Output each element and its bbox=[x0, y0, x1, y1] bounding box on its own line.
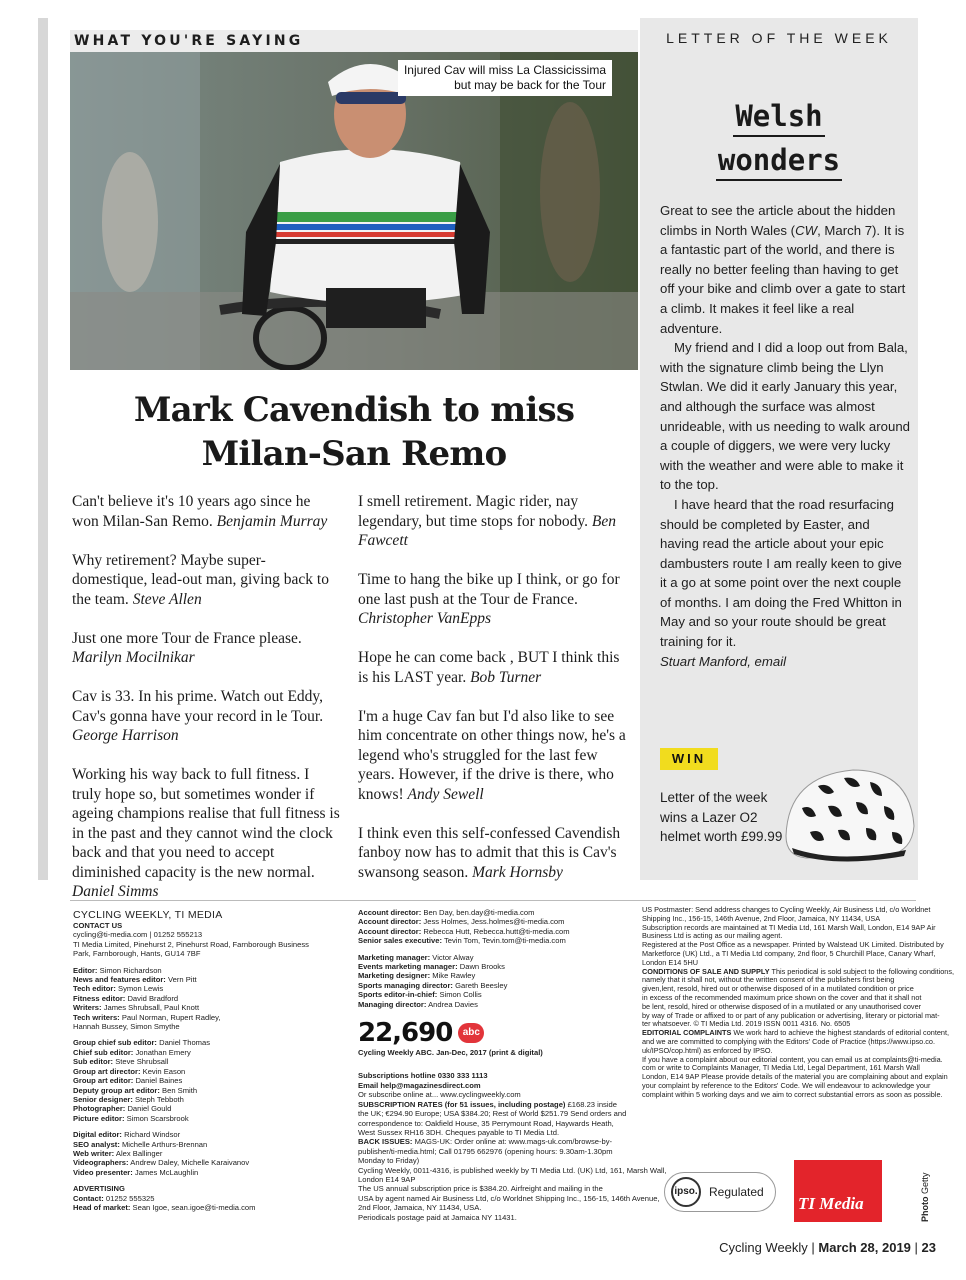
abc-caption-text: Cycling Weekly ABC. Jan-Dec, 2017 (print & digital) bbox=[358, 1048, 543, 1058]
imprint-line bbox=[358, 917, 628, 926]
letter-title-line: Welsh bbox=[733, 98, 824, 137]
ipso-logo: ipso. bbox=[671, 1177, 701, 1207]
spacer bbox=[358, 1057, 628, 1064]
imprint-label: Events marketing manager: bbox=[358, 962, 458, 972]
imprint-text: MAGS-UK: Order online at: www.mags-uk.com/browse-by- bbox=[414, 1137, 613, 1147]
imprint-label: Editor: bbox=[73, 965, 98, 975]
imprint-label: Chief sub editor: bbox=[73, 1047, 134, 1057]
imprint-line bbox=[73, 994, 343, 1003]
prize-text: Letter of the week wins a Lazer O2 helmet worth £99.99 bbox=[660, 790, 783, 845]
imprint-line bbox=[73, 1022, 343, 1031]
comment-author: Andy Sewell bbox=[407, 785, 484, 803]
imprint-text: and we are committed to complying with the Editors' Code of Practice (https://www.ipso.co. bbox=[642, 1036, 935, 1046]
imprint-line bbox=[358, 1000, 628, 1009]
imprint-text: namely that it shall not, without the written consent of the publishers first being bbox=[642, 975, 895, 985]
imprint-line bbox=[358, 1090, 628, 1099]
imprint-text: David Bradford bbox=[127, 993, 179, 1003]
reader-comment bbox=[358, 570, 626, 629]
imprint-text: Simon Richardson bbox=[99, 965, 162, 975]
ti-media-logo-text: TI Media bbox=[798, 1194, 864, 1213]
imprint-line bbox=[73, 1048, 343, 1057]
imprint-text: London, E14 9AP Please provide details of the material you are complaining about and explain bbox=[642, 1072, 948, 1082]
imprint-line bbox=[358, 1193, 660, 1203]
imprint-label: Digital editor: bbox=[73, 1130, 122, 1140]
reader-comment bbox=[72, 765, 340, 902]
comment-author: Bob Turner bbox=[470, 668, 542, 686]
abc-circulation bbox=[358, 1018, 628, 1048]
imprint-line bbox=[358, 1175, 628, 1184]
reader-comment bbox=[72, 551, 340, 610]
imprint-line bbox=[358, 1071, 628, 1080]
imprint-text: This periodical is sold subject to the following conditions, bbox=[771, 966, 955, 976]
imprint-line bbox=[358, 962, 628, 971]
reader-comment bbox=[72, 492, 340, 531]
letter-title-line: wonders bbox=[716, 142, 842, 181]
section-label: WHAT YOU'RE SAYING bbox=[74, 33, 304, 49]
letter-of-the-week-panel bbox=[640, 18, 918, 880]
imprint-label: ADVERTISING bbox=[73, 1184, 125, 1194]
imprint-line bbox=[73, 1038, 343, 1047]
imprint-text: cycling@ti-media.com | 01252 555213 bbox=[73, 930, 203, 940]
imprint-line bbox=[358, 1128, 628, 1137]
imprint-line bbox=[73, 1149, 343, 1158]
letter-title bbox=[640, 94, 918, 182]
imprint-text: ter whatsoever. © TI Media Ltd. 2019 ISSN 0011 4316. No. 6505 bbox=[642, 1019, 851, 1029]
article-headline bbox=[70, 388, 638, 476]
imprint-label: Contact: bbox=[73, 1193, 104, 1203]
imprint-line bbox=[73, 1086, 343, 1095]
imprint-text: Symon Lewis bbox=[118, 984, 164, 994]
imprint-line bbox=[73, 921, 343, 930]
imprint-line bbox=[73, 1067, 343, 1076]
imprint-text: West Sussex RH16 3DH. Cheques payable to TI Media Ltd. bbox=[358, 1127, 560, 1137]
imprint-line bbox=[73, 909, 343, 921]
imprint-text: Business Ltd is acting as our mailing agent. bbox=[642, 931, 783, 941]
imprint-label: CONTACT US bbox=[73, 921, 123, 930]
reader-comment bbox=[358, 648, 626, 687]
imprint-line bbox=[358, 990, 628, 999]
imprint-text: Mike Rawley bbox=[432, 971, 476, 981]
imprint-line bbox=[358, 1081, 628, 1090]
page-footer: Cycling Weekly | March 28, 2019 | 23 bbox=[719, 1240, 936, 1255]
imprint-line bbox=[73, 949, 343, 958]
comment-text: Why retirement? Maybe super-domestique, lead-out man, giving back to the team. bbox=[72, 551, 329, 608]
imprint-line bbox=[358, 1156, 628, 1165]
cyclist-photo bbox=[70, 52, 638, 370]
spacer bbox=[73, 1031, 343, 1038]
imprint-text: Richard Windsor bbox=[124, 1130, 181, 1140]
imprint-line bbox=[358, 1119, 628, 1128]
imprint-column-2 bbox=[358, 908, 667, 1222]
imprint-line bbox=[73, 1168, 343, 1177]
imprint-line bbox=[358, 1147, 628, 1156]
comment-author: Marilyn Mocilnikar bbox=[72, 649, 195, 666]
imprint-text: Dawn Brooks bbox=[459, 962, 505, 972]
ipso-badge bbox=[664, 1172, 776, 1212]
cyclist-illustration bbox=[70, 52, 638, 370]
reader-comment bbox=[72, 629, 340, 668]
abc-logo: abc bbox=[458, 1023, 484, 1043]
imprint-line bbox=[73, 1130, 343, 1139]
imprint-line bbox=[73, 1076, 343, 1085]
imprint-label: Marketing manager: bbox=[358, 952, 431, 962]
imprint-text: London E14 9AP bbox=[358, 1174, 416, 1184]
comment-text: Working his way back to full fitness. I truly hope so, but sometimes wonder if ageing champions realise that full fitness is in the past and they cannot wind the clock back and that you need to accept diminished capacity is the new normal. bbox=[72, 766, 340, 881]
photo-credit-label: Photo bbox=[920, 1196, 930, 1222]
imprint-label: Sports editor-in-chief: bbox=[358, 990, 438, 1000]
helmet-image bbox=[778, 756, 918, 866]
spacer bbox=[73, 1123, 343, 1130]
imprint-line bbox=[358, 971, 628, 980]
imprint-text: London E14 5HU bbox=[642, 957, 698, 967]
imprint-text: correspondence to: Oakfield House, 35 Perrymount Road, Haywards Heath, bbox=[358, 1118, 614, 1128]
imprint-text: Park, Farnborough, Hants, GU14 7BF bbox=[73, 949, 201, 959]
photo-credit bbox=[920, 1172, 930, 1222]
comment-text: Can't believe it's 10 years ago since he won Milan-San Remo. bbox=[72, 493, 311, 530]
left-margin-bar bbox=[38, 18, 48, 880]
imprint-text: Alex Ballinger bbox=[115, 1148, 163, 1158]
headline-line: Mark Cavendish to miss bbox=[133, 390, 575, 430]
imprint-text: Tevin Tom, Tevin.tom@ti-media.com bbox=[443, 936, 566, 946]
imprint-text: The US annual subscription price is $384.20. Airfreight and mailing in the bbox=[358, 1184, 603, 1194]
comment-text: Time to hang the bike up I think, or go for one last push at the Tour de France. bbox=[358, 571, 620, 608]
imprint-text: Gareth Beesley bbox=[455, 980, 508, 990]
imprint-text: TI Media Limited, Pinehurst 2, Pinehurst Road, Farnborough Business bbox=[73, 939, 309, 949]
imprint-line bbox=[358, 981, 628, 990]
imprint-text: Simon Collis bbox=[439, 990, 482, 1000]
imprint-line bbox=[73, 1203, 343, 1212]
imprint-text: Sean Igoe, sean.igoe@ti-media.com bbox=[132, 1202, 256, 1212]
imprint-label: Tech writers: bbox=[73, 1012, 120, 1022]
imprint-label: Senior sales executive: bbox=[358, 936, 442, 946]
letter-paragraph: I have heard that the road resurfacing should be completed by Easter, and having read the article about your epic dambusters route I am really keen to give it a go at some point over the next couple of months. I am doing the Fred Whitton in May and so your route should be great training for it. bbox=[660, 496, 902, 650]
letter-paragraph: My friend and I did a loop out from Bala, with the signature climb being the Llyn Stwlan. We did it early January this year, and although the surface was almost unrideable, with us needing to walk around a couple of diggers, we were very lucky with the weather and were able to make it to the top. bbox=[660, 340, 910, 493]
spacer bbox=[73, 959, 343, 966]
headline-line: Milan-San Remo bbox=[201, 434, 507, 474]
comment-text: Just one more Tour de France please. bbox=[72, 629, 302, 647]
advertising-contacts bbox=[358, 908, 628, 1009]
imprint-text: Ben Smith bbox=[162, 1085, 198, 1095]
imprint-text: James Shrubsall, Paul Knott bbox=[103, 1003, 200, 1013]
imprint-column-1 bbox=[73, 909, 343, 1212]
imprint-text: Daniel Baines bbox=[135, 1076, 183, 1086]
section-header bbox=[70, 30, 638, 52]
comments-column-right bbox=[358, 492, 626, 902]
imprint-text: Andrea Davies bbox=[428, 999, 478, 1009]
photo-caption bbox=[398, 60, 612, 96]
imprint-line bbox=[358, 1184, 628, 1193]
imprint-label: Photographer: bbox=[73, 1104, 126, 1114]
letter-section-label: LETTER OF THE WEEK bbox=[666, 30, 892, 46]
imprint-text: given,lent, resold, hired out or otherwise disposed of in a mutilated condition or price bbox=[642, 984, 914, 994]
imprint-line bbox=[358, 908, 628, 917]
abc-figure: 22,690 bbox=[358, 1018, 453, 1049]
comment-text: Hope he can come back , BUT I think this is his LAST year. bbox=[358, 649, 620, 686]
imprint-label: Account director: bbox=[358, 917, 422, 927]
imprint-label: CONDITIONS OF SALE AND SUPPLY bbox=[642, 966, 770, 976]
imprint-label: Writers: bbox=[73, 1003, 102, 1013]
comments-column-left bbox=[72, 492, 340, 921]
imprint-text: Shipping Inc., 156-15, 146th Avenue, 2nd Floor, Jamaica, NY 11434, USA bbox=[642, 913, 881, 923]
subscription-info bbox=[358, 1071, 667, 1222]
imprint-text: your complaint by reference to the Editors' Code. We will endeavour to acknowledge your bbox=[642, 1080, 931, 1090]
imprint-line bbox=[358, 1213, 628, 1222]
imprint-column-3 bbox=[642, 905, 955, 1100]
imprint-line bbox=[73, 930, 343, 939]
imprint-line bbox=[358, 1165, 667, 1175]
imprint-text: Victor Alway bbox=[432, 952, 474, 962]
comment-author: George Harrison bbox=[72, 727, 179, 744]
imprint-text: Marketforce (UK) Ltd., a TI Media Ltd company, 2nd floor, 5 Churchill Place, Canary Wharf, bbox=[642, 948, 936, 958]
imprint-line bbox=[642, 1089, 943, 1100]
comment-text: I think even this self-confessed Cavendish fanboy now has to admit that this is Cav's swansong season. bbox=[358, 824, 621, 881]
comment-text: Cav is 33. In his prime. Watch out Eddy, Cav's gonna have your record in le Tour. bbox=[72, 688, 324, 725]
imprint-text: Periodicals postage paid at Jamaica NY 11431. bbox=[358, 1212, 517, 1222]
imprint-line bbox=[73, 1140, 343, 1149]
imprint-text: CYCLING WEEKLY, TI MEDIA bbox=[73, 909, 223, 921]
imprint-line bbox=[358, 1100, 628, 1109]
imprint-line bbox=[358, 927, 628, 936]
spacer bbox=[73, 1177, 343, 1184]
imprint-line bbox=[358, 1109, 628, 1118]
imprint-text: com or write to Complaints Manager, TI Media Ltd, Legal Department, 161 Marsh Wall bbox=[642, 1063, 920, 1073]
imprint-line bbox=[358, 936, 628, 945]
imprint-label: Web writer: bbox=[73, 1148, 115, 1158]
reader-comment bbox=[72, 687, 340, 746]
footer-magazine: Cycling Weekly bbox=[719, 1240, 808, 1255]
imprint-text: Rebecca Hutt, Rebecca.hutt@ti-media.com bbox=[423, 926, 570, 936]
imprint-text: Cycling Weekly, 0011-4316, is published weekly by TI Media Ltd. (UK) Ltd, 161, Marsh Wall, bbox=[358, 1165, 667, 1175]
imprint-label: Fitness editor: bbox=[73, 993, 126, 1003]
imprint-label: Account director: bbox=[358, 926, 422, 936]
imprint-text: Registered at the Post Office as a newspaper. Printed by Walstead UK Limited. Distributed by bbox=[642, 940, 944, 950]
photo-credit-name: Getty bbox=[920, 1172, 930, 1194]
letter-text: Great to see the article about the hidden climbs in North Wales ( bbox=[660, 203, 896, 238]
comment-author: Benjamin Murray bbox=[216, 512, 328, 530]
imprint-text: Michelle Arthurs-Brennan bbox=[121, 1139, 208, 1149]
imprint-line bbox=[358, 1203, 628, 1212]
imprint-text: complaint within 5 working days and we aim to correct substantial errors as soon as possible. bbox=[642, 1089, 943, 1099]
imprint-label: Tech editor: bbox=[73, 984, 116, 994]
imprint-label: Marketing designer: bbox=[358, 971, 431, 981]
imprint-text: Monday to Friday) bbox=[358, 1156, 420, 1166]
imprint-text: Simon Scarsbrook bbox=[126, 1113, 189, 1123]
imprint-label: Picture editor: bbox=[73, 1113, 125, 1123]
imprint-label: Group chief sub editor: bbox=[73, 1038, 157, 1048]
reader-comment bbox=[358, 824, 626, 883]
imprint-line bbox=[73, 1104, 343, 1113]
imprint-text: Daniel Thomas bbox=[159, 1038, 211, 1048]
imprint-text: by way of Trade or affixed to or part of any publication or advertising, literary or pictorial mat- bbox=[642, 1010, 940, 1020]
imprint-text: Jonathan Emery bbox=[135, 1047, 191, 1057]
imprint-text: Kevin Eason bbox=[142, 1066, 186, 1076]
letter-text-italic: CW bbox=[795, 222, 818, 238]
imprint-text: If you have a complaint about our editorial content, you can email us at complaints@ti-media. bbox=[642, 1054, 943, 1064]
imprint-line bbox=[73, 1114, 343, 1123]
ipso-label: Regulated bbox=[709, 1185, 764, 1199]
imprint-text: Vern Pitt bbox=[167, 975, 197, 985]
imprint-label: EDITORIAL COMPLAINTS bbox=[642, 1028, 732, 1038]
imprint-line bbox=[73, 1194, 343, 1203]
imprint-text: Hannah Bussey, Simon Smythe bbox=[73, 1022, 180, 1032]
comment-author: Ben Fawcett bbox=[358, 512, 617, 549]
win-badge: WIN bbox=[660, 748, 718, 770]
comment-text: I'm a huge Cav fan but I'd also like to see him concentrate on other things now, he's a legend who's struggled for the last few years. However, if the drive is there, who knows! bbox=[358, 707, 626, 803]
imprint-line bbox=[73, 984, 343, 993]
imprint-label: SUBSCRIPTION RATES (for 51 issues, including postage) bbox=[358, 1099, 566, 1109]
imprint-line bbox=[73, 940, 343, 949]
footer-date: March 28, 2019 bbox=[818, 1240, 911, 1255]
imprint-line bbox=[73, 975, 343, 984]
imprint-text: Subscription records are maintained at TI Media Ltd, 161 Marsh Wall, London, E14 9AP Air bbox=[642, 922, 936, 932]
imprint-text: Andrew Daley, Michelle Karaivanov bbox=[130, 1158, 250, 1168]
letter-signature: Stuart Manford, email bbox=[660, 653, 787, 669]
imprint-text: publisher/ti-media.html; Call 01795 662976 (opening hours: 9.30am-1.30pm bbox=[358, 1146, 613, 1156]
imprint-text: US Postmaster: Send address changes to Cycling Weekly, Air Business Ltd, c/o Worldnet bbox=[642, 905, 931, 914]
imprint-line bbox=[358, 1137, 628, 1146]
ti-media-logo bbox=[794, 1160, 882, 1222]
imprint-label: Senior designer: bbox=[73, 1094, 133, 1104]
imprint-label: Deputy group art editor: bbox=[73, 1085, 160, 1095]
imprint-label: Account director: bbox=[358, 908, 422, 917]
photo-caption-line: Injured Cav will miss La Classicissima bbox=[403, 63, 606, 77]
imprint-label: BACK ISSUES: bbox=[358, 1137, 413, 1147]
imprint-text: We work hard to achieve the highest standards of editorial content, bbox=[733, 1028, 950, 1038]
imprint-text: the UK; €294.90 Europe; USA $384.20; Rest of World $251.79 Send orders and bbox=[358, 1109, 627, 1119]
spacer bbox=[358, 946, 628, 953]
imprint-line bbox=[73, 966, 343, 975]
imprint-label: Group art director: bbox=[73, 1066, 141, 1076]
imprint-text: James McLaughlin bbox=[134, 1167, 199, 1177]
imprint-text: Steve Shrubsall bbox=[115, 1057, 169, 1067]
imprint-text: Paul Norman, Rupert Radley, bbox=[121, 1012, 221, 1022]
imprint-line bbox=[358, 953, 628, 962]
imprint-label: Head of market: bbox=[73, 1202, 131, 1212]
imprint-line bbox=[73, 1184, 343, 1193]
comment-author: Christopher VanEpps bbox=[358, 610, 492, 627]
imprint-text: uk/IPSO/cop.html) as enforced by IPSO. bbox=[642, 1045, 773, 1055]
imprint-label: Videographers: bbox=[73, 1158, 129, 1168]
comment-author: Steve Allen bbox=[132, 590, 202, 608]
imprint-label: Managing director: bbox=[358, 999, 427, 1009]
imprint-line bbox=[73, 1057, 343, 1066]
imprint-label: Sports managing director: bbox=[358, 980, 453, 990]
imprint-text: Daniel Gould bbox=[127, 1104, 172, 1114]
imprint-line bbox=[73, 1158, 343, 1167]
spacer bbox=[358, 1009, 628, 1016]
imprint-text: £168.23 inside bbox=[567, 1099, 617, 1109]
imprint-text: USA by agent named Air Business Ltd, c/o Worldnet Shipping Inc., 156-15, 146th Avenue, bbox=[358, 1193, 660, 1203]
page-number: 23 bbox=[921, 1240, 936, 1255]
imprint-divider bbox=[70, 900, 916, 901]
imprint-text: Or subscribe online at... www.cyclingweekly.com bbox=[358, 1090, 521, 1100]
abc-caption bbox=[358, 1048, 628, 1057]
imprint-text: 2nd Floor, Jamaica, NY 11434, USA. bbox=[358, 1203, 482, 1213]
imprint-label: Sub editor: bbox=[73, 1057, 114, 1067]
spacer bbox=[358, 1064, 628, 1071]
comment-author: Mark Hornsby bbox=[472, 863, 563, 881]
imprint-label: Video presenter: bbox=[73, 1167, 133, 1177]
imprint-line bbox=[73, 1095, 343, 1104]
imprint-text: 01252 555325 bbox=[105, 1193, 155, 1203]
reader-comment bbox=[358, 707, 626, 805]
imprint-line bbox=[73, 1013, 343, 1022]
comment-text: I smell retirement. Magic rider, nay legendary, but time stops for nobody. bbox=[358, 493, 589, 530]
imprint-text: Steph Tebboth bbox=[135, 1094, 184, 1104]
imprint-label: Email help@magazinesdirect.com bbox=[358, 1080, 481, 1090]
imprint-text: in excess of the recommended maximum price shown on the cover and that it shall not bbox=[642, 992, 922, 1002]
reader-comment bbox=[358, 492, 626, 551]
letter-body bbox=[660, 201, 912, 671]
imprint-line bbox=[73, 1003, 343, 1012]
imprint-label: Subscriptions hotline 0330 333 1113 bbox=[358, 1071, 488, 1081]
imprint-text: Jess Holmes, Jess.holmes@ti-media.com bbox=[423, 917, 565, 927]
photo-caption-line: but may be back for the Tour bbox=[454, 78, 606, 92]
imprint-label: News and features editor: bbox=[73, 975, 166, 985]
letter-paragraph bbox=[660, 201, 912, 338]
imprint-label: SEO analyst: bbox=[73, 1139, 120, 1149]
imprint-label: Group art editor: bbox=[73, 1076, 134, 1086]
comment-author: Daniel Simms bbox=[72, 883, 159, 900]
letter-text: , March 7). It is a fantastic part of the world, and there is really no better feeling than having to get off your bike and climb over a gate to start a climb. It makes it feel like a real adventure. bbox=[660, 222, 906, 336]
imprint-text: be lent, resold, hired or otherwise disposed of in a mutilated or any unauthorised cover bbox=[642, 1001, 922, 1011]
imprint-text: Ben Day, ben.day@ti-media.com bbox=[423, 908, 535, 917]
